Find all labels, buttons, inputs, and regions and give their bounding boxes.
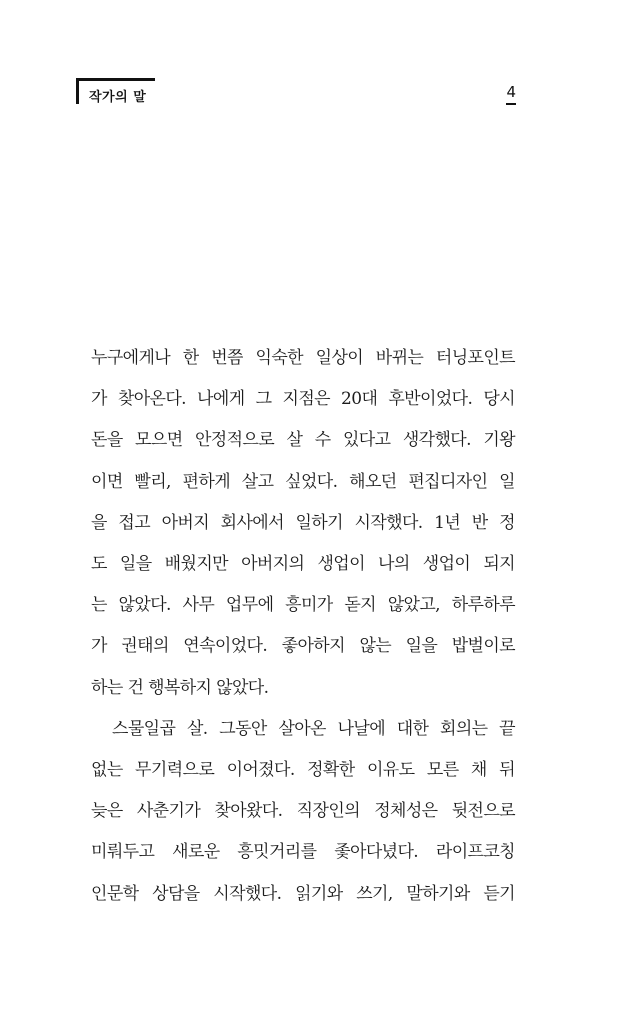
paragraph-1 <box>91 338 515 709</box>
header-top-rule <box>76 78 155 81</box>
text-line: 가 찾아온다. 나에게 그 지점은 20대 후반이었다. 당시 <box>91 389 515 410</box>
section-title: 작가의 말 <box>89 90 147 105</box>
text-line: 이면 빨리, 편하게 살고 싶었다. 해오던 편집디자인 일 <box>91 471 515 492</box>
paragraph-2 <box>91 709 515 915</box>
running-header <box>76 78 516 112</box>
text-line: 스물일곱 살. 그동안 살아온 나날에 대한 회의는 끝 <box>112 718 515 739</box>
text-line: 는 않았다. 사무 업무에 흥미가 돋지 않았고, 하루하루 <box>91 595 515 616</box>
page-number: 4 <box>506 84 516 105</box>
text-line: 누구에게나 한 번쯤 익숙한 일상이 바뀌는 터닝포인트 <box>91 348 515 368</box>
text-line: 없는 무기력으로 이어졌다. 정확한 이유도 모른 채 뒤 <box>91 760 515 781</box>
text-line: 하는 건 행복하지 않았다. <box>91 677 269 698</box>
text-line: 을 접고 아버지 회사에서 일하기 시작했다. 1년 반 정 <box>91 512 515 533</box>
text-line: 미뤄두고 새로운 흥밋거리를 좇아다녔다. 라이프코칭 <box>91 842 515 863</box>
text-line: 늦은 사춘기가 찾아왔다. 직장인의 정체성은 뒷전으로 <box>91 801 515 822</box>
text-line: 돈을 모으면 안정적으로 살 수 있다고 생각했다. 기왕 <box>91 430 515 451</box>
text-line: 가 권태의 연속이었다. 좋아하지 않는 일을 밥벌이로 <box>91 636 515 657</box>
header-left-bar <box>76 81 79 104</box>
body-text <box>91 338 515 915</box>
text-line: 도 일을 배웠지만 아버지의 생업이 나의 생업이 되지 <box>91 554 515 575</box>
text-line: 인문학 상담을 시작했다. 읽기와 쓰기, 말하기와 듣기 <box>91 883 515 904</box>
